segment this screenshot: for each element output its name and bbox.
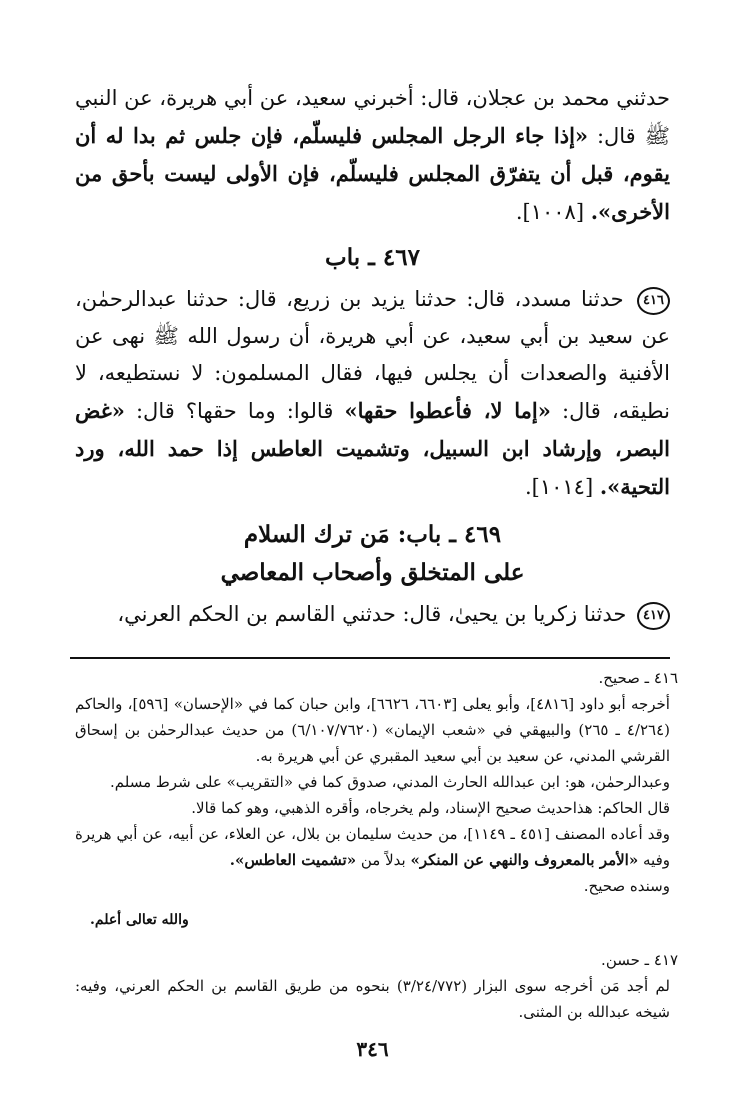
footnote-closing: والله تعالى أعلم. [90, 912, 189, 928]
hadith-416 [75, 281, 670, 506]
footnote-416-grade: ٤١٦ ـ صحيح. [598, 669, 678, 687]
hadith-415-line1: حدثني محمد بن عجلان، قال: أخبرني سعيد، عن أبي هريرة، عن [124, 86, 670, 110]
hadith-417-isnad: حدثنا زكريا بن يحيىٰ، قال: حدثني القاسم بن الحكم العرني، [117, 602, 627, 626]
hadith-416-isnad: حدثنا مسدد، قال: حدثنا يزيد بن زريع، قال: حدثنا عبدالرحمٰن، عن سعيد بن أبي سعيد، عن أبي هريرة، أن رسول الله ﷺ نهى عن الأفنية والصعدات أن يجلس فيها، فقال المسلمون: لا نستطيعه، لا نطيقه، قال: [75, 287, 671, 423]
hadith-415-prefix: النبي ﷺ قال: [75, 86, 670, 148]
hadith-415-ref: [١٠٠٨]. [515, 200, 585, 224]
chapter-469-title [75, 516, 670, 592]
footnote-416-p3: قال الحاكم: هذاحديث صحيح الإسناد، ولم يخرجاه، وأقره الذهبي، وهو كما قالا. [191, 799, 670, 817]
hadith-417-number-badge: ٤١٧ [637, 602, 670, 630]
footnote-416-p5: وسنده صحيح. [583, 877, 670, 895]
footnote-416-p4-d: «تشميت العاطس». [229, 851, 357, 869]
footnote-divider [70, 657, 670, 659]
footnote-416-p4-a: وقد أعاده المصنف [٤٥١ ـ ١١٤٩]، من حديث سليمان بن بلال، عن العلاء، عن أبيه، عن أبي هريرة وفيه [75, 825, 670, 869]
hadith-416-matn-2: «غض البصر، وإرشاد ابن السبيل، وتشميت العاطس إذا حمد الله، ورد التحية». [75, 398, 670, 499]
footnote-416-p1: أخرجه أبو داود [٤٨١٦]، وأبو يعلى [٦٦٠٣، ٦٦٢٦]، وابن حبان كما في «الإحسان» [٥٩٦]، والحاكم (٤/٢٦٤ ـ ٢٦٥) والبيهقي في «شعب الإيمان» (٦/١٠٧/٧٦٢٠) من حديث عبدالرحمٰن بن إسحاق القرشي المدني، عن سعيد بن أبي سعيد المقبري عن أبي هريرة به. [75, 695, 670, 765]
footnote-416-p4-b: «الأمر بالمعروف والنهي عن المنكر» [410, 851, 639, 869]
hadith-416-ref: [١٠١٤]. [524, 475, 594, 499]
chapter-469-title-line1: ٤٦٩ ـ باب: مَن ترك السلام [243, 521, 502, 548]
footnotes [75, 665, 678, 1025]
footnote-417-p1: لم أجد مَن أخرجه سوى البزار (٣/٢٤/٧٧٢) بنحوه من طريق القاسم بن الحكم العرني، وفيه: شيخه عبدالله بن المثنى. [75, 977, 671, 1021]
chapter-467-title: ٤٦٧ ـ باب [325, 244, 420, 271]
footnote-416-p4-c: بدلاً من [356, 851, 411, 869]
hadith-415-matn: «إذا جاء الرجل المجلس فليسلّم، فإن جلس ثم بدا له أن يقوم، قبل أن يتفرّق المجلس فليسلّم، فإن الأولى ليست بأحق من الأخرى». [75, 123, 670, 224]
main-text [75, 80, 670, 633]
hadith-416-mid: قالوا: وما حقها؟ قال: [124, 399, 345, 423]
hadith-417 [75, 596, 670, 633]
page-number: ٣٤٦ [356, 1037, 389, 1061]
hadith-416-matn-1: «إما لا، فأعطوا حقها» [344, 398, 551, 423]
chapter-469-title-line2: على المتخلق وأصحاب المعاصي [220, 559, 525, 586]
footnote-417-grade: ٤١٧ ـ حسن. [601, 951, 678, 969]
hadith-415-continuation [75, 80, 670, 231]
footnote-416-p2: وعبدالرحمٰن، هو: ابن عبدالله الحارث المدني، صدوق كما في «التقريب» على شرط مسلم. [110, 773, 670, 791]
footnote-416-p4 [75, 821, 670, 873]
hadith-416-number-badge: ٤١٦ [637, 287, 670, 315]
